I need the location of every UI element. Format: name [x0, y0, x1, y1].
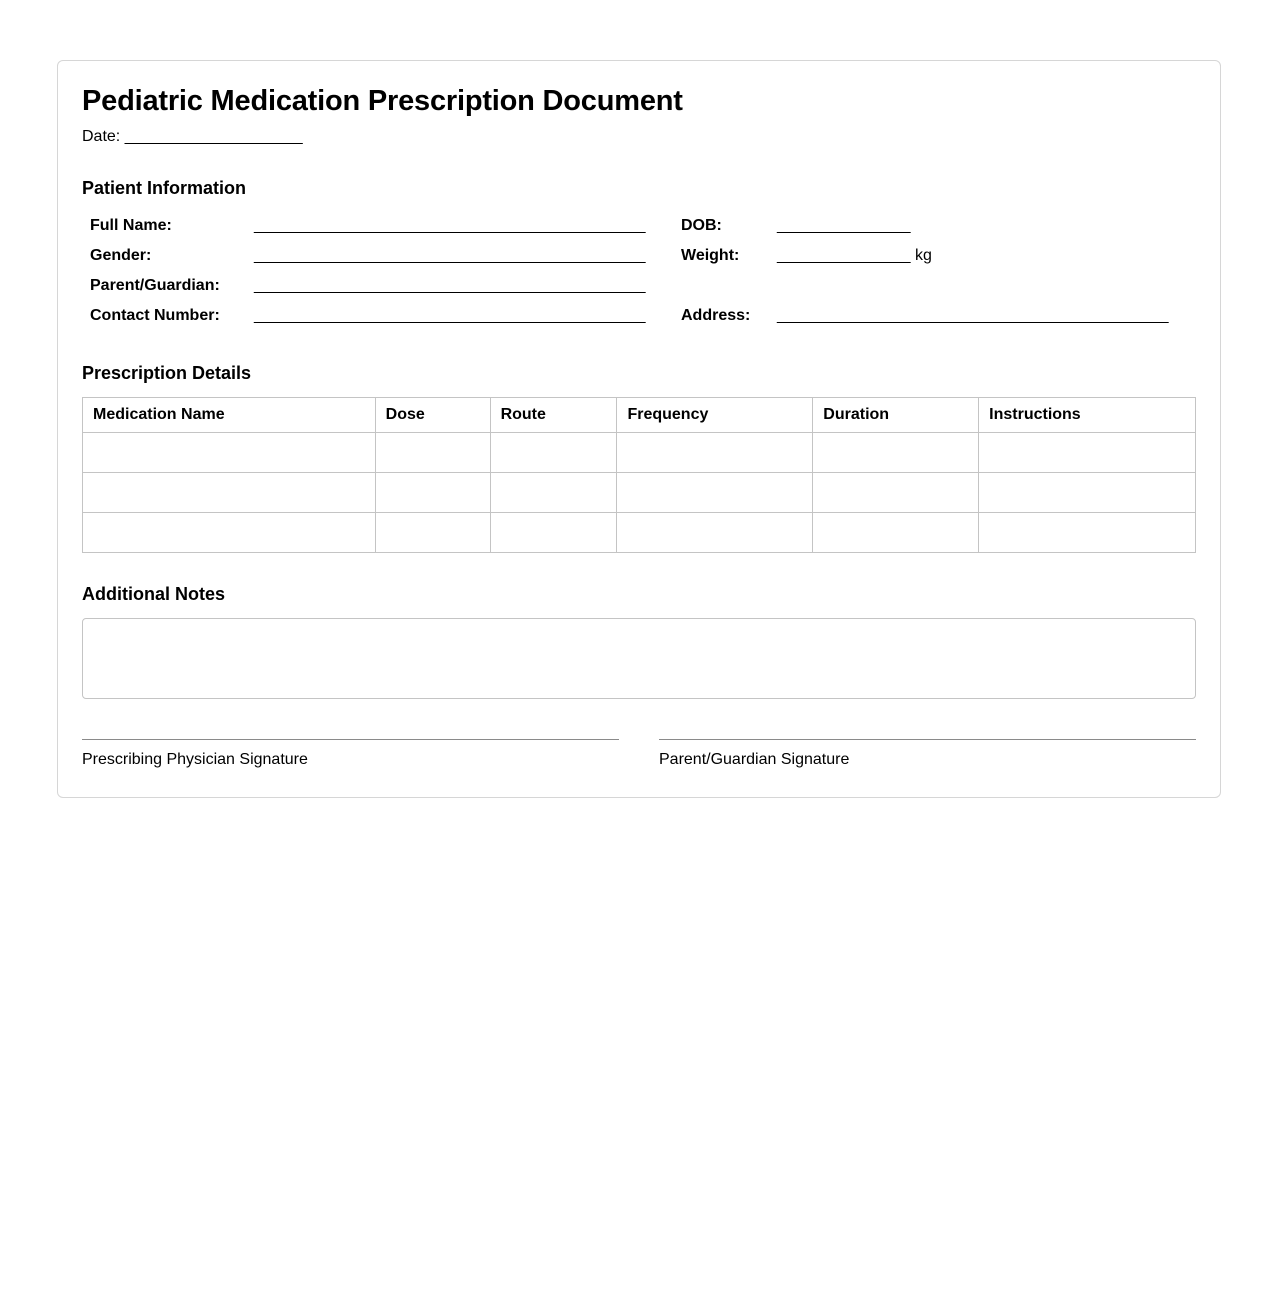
- guardian-signature: [659, 739, 1196, 769]
- instructions-cell[interactable]: [979, 433, 1196, 473]
- address-blank[interactable]: ____________________________________________: [777, 307, 1169, 324]
- frequency-cell[interactable]: [617, 433, 813, 473]
- frequency-cell[interactable]: [617, 513, 813, 553]
- guardian-signature-line[interactable]: [659, 739, 1196, 740]
- table-row: [83, 433, 1196, 473]
- medication-name-cell[interactable]: [83, 433, 376, 473]
- contact-number-blank[interactable]: ____________________________________________: [254, 307, 646, 324]
- duration-cell[interactable]: [813, 433, 979, 473]
- date-label: Date:: [82, 128, 121, 145]
- physician-signature-line[interactable]: [82, 739, 619, 740]
- dose-cell[interactable]: [375, 433, 490, 473]
- medication-name-cell[interactable]: [83, 473, 376, 513]
- table-header-row: [83, 398, 1196, 433]
- date-field: [82, 128, 303, 146]
- address-label: Address:: [681, 307, 751, 324]
- physician-signature: [82, 739, 619, 769]
- dose-cell[interactable]: [375, 473, 490, 513]
- duration-cell[interactable]: [813, 473, 979, 513]
- medication-name-cell[interactable]: [83, 513, 376, 553]
- duration-cell[interactable]: [813, 513, 979, 553]
- gender-label: Gender:: [90, 247, 152, 264]
- weight-unit: kg: [914, 247, 932, 264]
- column-header-instructions: Instructions: [979, 398, 1196, 433]
- contact-number-label: Contact Number:: [90, 307, 220, 324]
- dob-label: DOB:: [681, 217, 722, 234]
- column-header-route: Route: [490, 398, 617, 433]
- full-name-blank[interactable]: ____________________________________________: [254, 217, 646, 234]
- additional-notes-box[interactable]: [82, 618, 1196, 699]
- route-cell[interactable]: [490, 473, 617, 513]
- page-title: Pediatric Medication Prescription Document: [82, 85, 683, 117]
- weight-label: Weight:: [681, 247, 740, 264]
- prescription-details-heading: Prescription Details: [82, 363, 252, 383]
- parent-guardian-label: Parent/Guardian:: [90, 277, 220, 294]
- column-header-duration: Duration: [813, 398, 979, 433]
- guardian-signature-label: Parent/Guardian Signature: [659, 751, 850, 768]
- dob-blank[interactable]: _______________: [777, 217, 911, 234]
- date-blank[interactable]: ____________________: [124, 128, 303, 145]
- instructions-cell[interactable]: [979, 473, 1196, 513]
- additional-notes-heading: Additional Notes: [82, 584, 225, 604]
- prescription-table: [82, 397, 1196, 553]
- gender-blank[interactable]: ____________________________________________: [254, 247, 646, 264]
- frequency-cell[interactable]: [617, 473, 813, 513]
- physician-signature-label: Prescribing Physician Signature: [82, 751, 308, 768]
- table-row: [83, 473, 1196, 513]
- prescription-document: [57, 60, 1221, 798]
- dose-cell[interactable]: [375, 513, 490, 553]
- route-cell[interactable]: [490, 513, 617, 553]
- table-row: [83, 513, 1196, 553]
- patient-information-heading: Patient Information: [82, 178, 247, 198]
- weight-blank[interactable]: _______________: [777, 247, 911, 264]
- full-name-label: Full Name:: [90, 217, 172, 234]
- instructions-cell[interactable]: [979, 513, 1196, 553]
- column-header-dose: Dose: [375, 398, 490, 433]
- parent-guardian-blank[interactable]: ____________________________________________: [254, 277, 646, 294]
- route-cell[interactable]: [490, 433, 617, 473]
- column-header-frequency: Frequency: [617, 398, 813, 433]
- column-header-medication-name: Medication Name: [83, 398, 376, 433]
